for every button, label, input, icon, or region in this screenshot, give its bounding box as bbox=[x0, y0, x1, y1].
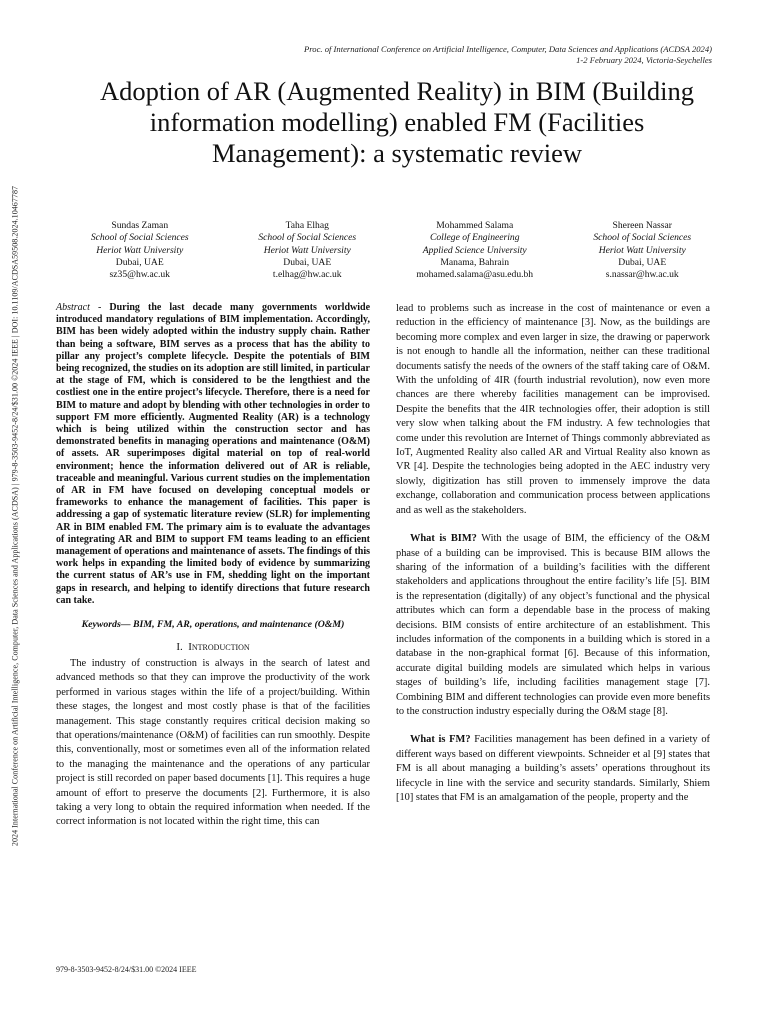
author-name: Shereen Nassar bbox=[612, 220, 672, 231]
author-organization: Heriot Watt University bbox=[96, 244, 184, 256]
conference-header bbox=[304, 44, 712, 66]
conference-name: Proc. of International Conference on Artificial Intelligence, Computer, Data Sciences and Applications (ACDSA 2024) bbox=[304, 44, 712, 54]
abstract bbox=[56, 302, 370, 607]
section-title: Introduction bbox=[188, 641, 250, 654]
author-email: t.elhag@hw.ac.uk bbox=[272, 269, 342, 281]
author-department: School of Social Sciences bbox=[90, 232, 189, 244]
copyright-footer: 979-8-3503-9452-8/24/$31.00 ©2024 IEEE bbox=[56, 965, 197, 974]
author-block bbox=[224, 220, 392, 281]
author-name: Sundas Zaman bbox=[111, 220, 169, 231]
section-number: I. bbox=[176, 641, 183, 654]
left-column bbox=[56, 302, 370, 830]
author-department: College of Engineering bbox=[429, 232, 520, 244]
author-organization: Heriot Watt University bbox=[263, 244, 351, 256]
right-column bbox=[396, 302, 710, 805]
author-location: Dubai, UAE bbox=[283, 256, 332, 268]
abstract-text: During the last decade many governments worldwide introduced mandatory regulations of BIM implementation. Accordingly, BIM has been widely adopted within the industry supply chain. Rather than being a software, BIM serves as a process that has the ability to pillar any project’s complete lifecycle. Despite the potentials of BIM being recognized, the studies on its adoption are still limited, in particular at the stage of FM, which is considered to be the lengthiest and the costliest one in the entire project’s lifecycle. Therefore, there is a need for BIM to mature and adopt by blending with other technologies in order to support FM more efficiently. Augmented Reality (AR) is a technology which is being utilized within the construction sector and has demonstrated benefits in managing operations and maintenance (O&M) of assets. AR superimposes digital material on top of real-world environment; hence the information delivered out of AR is reliable, traceable and meaningful. Various current studies on the implementation of AR in FM have focused on developing conceptual models or frameworks to enhance the management of facilities. This paper is addressing a gap of systematic literature review (SLR) for implementing AR in BIM enabled FM. The primary aim is to evaluate the advantages of integrating AR and BIM to support FM teams leading to an efficient management of operations and maintenance of assets. The findings of this work helps in expanding the limited body of evidence by summarizing the current status of AR’s use in FM, shedding light on the important gaps in research, and helping to identify directions that future research can take. bbox=[56, 302, 371, 606]
author-email: sz35@hw.ac.uk bbox=[109, 269, 170, 281]
author-block bbox=[559, 220, 727, 281]
author-organization: Heriot Watt University bbox=[598, 244, 686, 256]
doi-sidebar-text: 2024 International Conference on Artificial Intelligence, Computer, Data Sciences and Applications (ACDSA) | 979-8-3503-9452-8/24/$31.00 ©2024 IEEE | DOI: 10.1109/ACDSA59508.2024.10467787 bbox=[10, 185, 20, 847]
bim-paragraph bbox=[396, 532, 710, 719]
author-location: Dubai, UAE bbox=[115, 256, 164, 268]
bim-heading: What is BIM? bbox=[410, 533, 477, 545]
author-block bbox=[56, 220, 224, 281]
keywords: Keywords— BIM, FM, AR, operations, and maintenance (O&M) bbox=[81, 619, 345, 631]
intro-paragraph: The industry of construction is always in the search of latest and advanced methods so that they can improve the productivity of the work performed in various stages within the life of a project/building. Within these stages, the longest and most costly phase is that of the facilities management. This stage constantly requires critical decision making so that operations/maintenance (O&M) of facilities can run smoothly. Despite this, conventionally, most or sometimes even all of the information related to the managing the maintenance and the operations of any particular project is still recorded on paper based documents [1]. This requires a huge amount of effort to preserve the documents [2]. Furthermore, it is also taking a very long to obtain the required information when needed. If the correct information is not located within the right time, this can bbox=[56, 657, 370, 828]
fm-paragraph bbox=[396, 733, 710, 805]
intro-continued-paragraph: lead to problems such as increase in the cost of maintenance or even a reduction in the efficiency of maintenance [3]. Now, as the buildings are becoming more complex and even larger in size, the drawing or paperwork is not enough to handle all the information, neither can these traditional documents satisfy the needs of the owners of the staff taking care of O&M. With the unfolding of 4IR (fourth industrial revolution), now even more chances are there whereby facilities management can be improvised. Despite the benefits that the 4IR technologies offer, their adoption is still very slow when talking about the FM industry. A few technologies that come under this revolution are Internet of Things commonly abbreviated as IoT, Augmented Reality also called AR and Virtual Reality also known as VR [4]. Despite the technologies being adopted in the AEC industry very slowly, digitization has still proven to immensely improve the data exchange, collaboration and communication process between applications and as well as the stakeholders. bbox=[396, 303, 710, 516]
abstract-label: Abstract - bbox=[56, 302, 102, 313]
author-location: Manama, Bahrain bbox=[440, 256, 510, 268]
author-name: Mohammed Salama bbox=[436, 220, 514, 231]
fm-text: Facilities management has been defined in a variety of different ways based on different viewpoints. Schneider et al [9] states that FM is all about managing a building’s assets’ operations throughout its lifecycle in line with the service and security standards. Similarly, Shiem [10] states that FM is an amalgamation of the people, property and the bbox=[396, 734, 710, 803]
author-department: School of Social Sciences bbox=[258, 232, 357, 244]
author-department: School of Social Sciences bbox=[593, 232, 692, 244]
bim-text: With the usage of BIM, the efficiency of the O&M phase of a building can be improvised. This is because BIM allows the sharing of the information of a building’s facilities with the different stakeholders and applications throughout the entire facility’s life [5]. BIM is the representation (digitally) of any object’s functional and the physical attributes which can form a dependable base in the process of making decisions. BIM consists of entire architecture of an establishment. This includes information of the components in a building which is stored in a database in the non-graphical format [6]. Because of this information, accurate digital building models are simulated which helps in various stages of building’s life, including facilities management stage [7]. Combining BIM and different technologies can provide even more benefits to the construction industry especially during the O&M stage [8]. bbox=[396, 533, 710, 717]
fm-heading: What is FM? bbox=[410, 734, 471, 746]
paper-title: Adoption of AR (Augmented Reality) in BIM (Building information modelling) enabled FM (Facilities Management): a systematic review bbox=[100, 76, 694, 168]
author-list bbox=[56, 220, 726, 281]
author-email: s.nassar@hw.ac.uk bbox=[605, 269, 679, 281]
doi-sidebar bbox=[4, 95, 26, 937]
author-location: Dubai, UAE bbox=[618, 256, 667, 268]
author-email: mohamed.salama@asu.edu.bh bbox=[416, 269, 534, 281]
author-block bbox=[391, 220, 559, 281]
conference-date: 1-2 February 2024, Victoria-Seychelles bbox=[576, 55, 712, 65]
author-name: Taha Elhag bbox=[285, 220, 329, 231]
author-organization: Applied Science University bbox=[422, 244, 527, 256]
section-heading bbox=[56, 640, 370, 654]
